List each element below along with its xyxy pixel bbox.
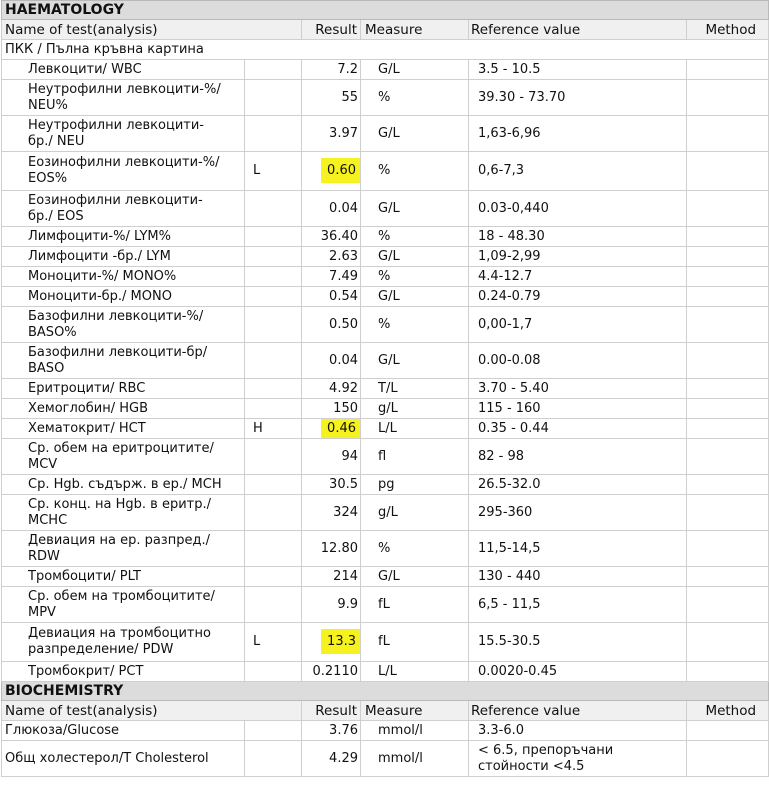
reference-line1: 3.3-6.0 [478, 722, 525, 738]
column-header-result: Result [302, 701, 361, 721]
test-name [2, 475, 245, 495]
column-header-method: Method [687, 20, 769, 40]
abnormal-flag [245, 307, 302, 343]
reference-value [469, 191, 687, 227]
test-name-line1: Девиация на ер. разпред./ [28, 532, 210, 548]
test-name [2, 343, 245, 379]
test-name-line1: Лимфоцити-%/ LYM% [28, 228, 171, 244]
table-row [2, 531, 769, 567]
abnormal-flag [245, 227, 302, 247]
reference-line1: 0.0020-0.45 [478, 663, 558, 679]
result-value [302, 587, 361, 623]
test-name-line1: Лимфоцити -бр./ LYM [28, 248, 171, 264]
unit-of-measure: G/L [361, 60, 469, 80]
unit-of-measure: G/L [361, 287, 469, 307]
reference-line1: < 6.5, препоръчани [478, 742, 614, 758]
unit-of-measure: mmol/l [361, 721, 469, 741]
test-name-line2: RDW [28, 548, 60, 564]
abnormal-flag [245, 567, 302, 587]
result-value [302, 419, 361, 439]
column-header-name: Name of test(analysis) [2, 701, 302, 721]
table-row [2, 116, 769, 152]
lab-results-body [2, 1, 769, 777]
column-header-reference: Reference value [469, 701, 687, 721]
reference-line1: 115 - 160 [478, 400, 541, 416]
abnormal-flag: H [245, 419, 302, 439]
result-text: 12.80 [320, 540, 358, 556]
abnormal-flag [245, 267, 302, 287]
test-name-line1: Хемоглобин/ HGB [28, 400, 149, 416]
reference-value [469, 721, 687, 741]
method-value [687, 152, 769, 191]
result-text: 0.04 [329, 352, 358, 368]
test-name [2, 419, 245, 439]
test-name-line2: MCHC [28, 512, 68, 528]
result-value [302, 495, 361, 531]
result-text: 0.54 [329, 288, 358, 304]
test-name [2, 227, 245, 247]
unit-of-measure: mmol/l [361, 741, 469, 777]
test-name-line2: бр./ EOS [28, 208, 84, 224]
test-name-line2: NEU% [28, 97, 68, 113]
table-row [2, 267, 769, 287]
method-value [687, 623, 769, 662]
reference-line2: стойности <4.5 [478, 758, 585, 774]
unit-of-measure: fL [361, 623, 469, 662]
test-name [2, 116, 245, 152]
reference-value [469, 531, 687, 567]
result-value [302, 287, 361, 307]
test-name [2, 399, 245, 419]
method-value [687, 475, 769, 495]
result-text: 2.63 [329, 248, 358, 264]
column-header-reference: Reference value [469, 20, 687, 40]
reference-line1: 3.70 - 5.40 [478, 380, 549, 396]
result-text: 30.5 [329, 476, 358, 492]
reference-line1: 0.03-0,440 [478, 200, 549, 216]
method-value [687, 721, 769, 741]
abnormal-flag [245, 116, 302, 152]
result-text: 55 [341, 89, 358, 105]
table-row [2, 247, 769, 267]
abnormal-flag: L [245, 623, 302, 662]
method-value [687, 307, 769, 343]
result-text: 7.49 [329, 268, 358, 284]
table-row [2, 287, 769, 307]
reference-line1: 0,00-1,7 [478, 316, 533, 332]
result-value [302, 721, 361, 741]
reference-value [469, 567, 687, 587]
reference-value [469, 60, 687, 80]
unit-of-measure: G/L [361, 567, 469, 587]
abnormal-flag [245, 60, 302, 80]
result-value [302, 567, 361, 587]
column-header-row [2, 20, 769, 40]
result-value [302, 307, 361, 343]
unit-of-measure: fl [361, 439, 469, 475]
method-value [687, 379, 769, 399]
result-value [302, 379, 361, 399]
method-value [687, 116, 769, 152]
test-name [2, 287, 245, 307]
table-row [2, 191, 769, 227]
table-row [2, 379, 769, 399]
test-name-line1: Ср. обем на еритроцитите/ [28, 440, 214, 456]
test-name-line2: MCV [28, 456, 58, 472]
test-name [2, 191, 245, 227]
test-name-line2: EOS% [28, 171, 68, 186]
unit-of-measure: fL [361, 587, 469, 623]
column-header-row [2, 701, 769, 721]
column-header-method: Method [687, 701, 769, 721]
abnormal-flag [245, 587, 302, 623]
method-value [687, 567, 769, 587]
abnormal-flag [245, 191, 302, 227]
reference-value [469, 379, 687, 399]
test-name-line1: Общ холестерол/T Cholesterol [5, 750, 209, 766]
test-name-line1: Хематокрит/ HCT [28, 420, 146, 436]
panel-name: ПКК / Пълна кръвна картина [2, 40, 769, 60]
method-value [687, 191, 769, 227]
test-name-line2: BASO [28, 360, 65, 376]
result-value [302, 662, 361, 682]
test-name-line2: разпределение/ PDW [28, 642, 174, 657]
method-value [687, 60, 769, 80]
reference-line1: 0,6-7,3 [478, 163, 525, 178]
abnormal-flag [245, 475, 302, 495]
unit-of-measure: g/L [361, 399, 469, 419]
reference-value [469, 419, 687, 439]
result-text: 150 [333, 400, 358, 416]
biochemistry-section-header [2, 682, 769, 701]
table-row [2, 307, 769, 343]
result-text: 324 [333, 504, 358, 520]
result-value [302, 741, 361, 777]
result-value [302, 623, 361, 662]
haematology-section-header-title: HAEMATOLOGY [2, 1, 769, 20]
test-name-line1: Неутрофилни левкоцити- [28, 117, 204, 133]
method-value [687, 531, 769, 567]
table-row [2, 227, 769, 247]
test-name [2, 623, 245, 662]
test-name-line1: Базофилни левкоцити-%/ [28, 308, 204, 324]
test-name-line1: Глюкоза/Glucose [5, 722, 120, 738]
result-text: 7.2 [337, 61, 358, 77]
result-value [302, 267, 361, 287]
table-row [2, 721, 769, 741]
test-name-line1: Тромбоцити/ PLT [28, 568, 141, 584]
reference-line1: 1,63-6,96 [478, 125, 541, 141]
method-value [687, 247, 769, 267]
result-value [302, 152, 361, 191]
result-value [302, 191, 361, 227]
result-text: 214 [333, 568, 358, 584]
table-row [2, 80, 769, 116]
method-value [687, 399, 769, 419]
method-value [687, 227, 769, 247]
test-name-line1: Моноцити-бр./ MONO [28, 288, 172, 304]
test-name [2, 152, 245, 191]
abnormal-flag [245, 287, 302, 307]
result-value [302, 475, 361, 495]
unit-of-measure: T/L [361, 379, 469, 399]
result-text: 3.76 [329, 722, 358, 738]
unit-of-measure: pg [361, 475, 469, 495]
reference-line1: 39.30 - 73.70 [478, 89, 566, 105]
reference-value [469, 227, 687, 247]
method-value [687, 267, 769, 287]
table-row [2, 343, 769, 379]
test-name-line1: Тромбокрит/ PCT [28, 663, 144, 679]
table-row [2, 495, 769, 531]
abnormal-flag [245, 741, 302, 777]
reference-line1: 3.5 - 10.5 [478, 61, 541, 77]
result-value [302, 116, 361, 152]
reference-line1: 1,09-2,99 [478, 248, 541, 264]
method-value [687, 662, 769, 682]
test-name-line1: Неутрофилни левкоцити-%/ [28, 81, 221, 97]
table-row [2, 567, 769, 587]
unit-of-measure: G/L [361, 116, 469, 152]
test-name [2, 60, 245, 80]
abnormal-flag: L [245, 152, 302, 191]
result-text: 0.04 [329, 200, 358, 216]
unit-of-measure: g/L [361, 495, 469, 531]
test-name [2, 267, 245, 287]
table-row [2, 419, 769, 439]
reference-line1: 0.24-0.79 [478, 288, 541, 304]
result-value [302, 439, 361, 475]
biochemistry-section-header-title: BIOCHEMISTRY [2, 682, 769, 701]
test-name-line1: Еритроцити/ RBC [28, 380, 146, 396]
reference-line1: 26.5-32.0 [478, 476, 541, 492]
result-text: 3.97 [329, 125, 358, 141]
result-value [302, 531, 361, 567]
reference-value [469, 116, 687, 152]
unit-of-measure: G/L [361, 191, 469, 227]
reference-line1: 4.4-12.7 [478, 268, 533, 284]
test-name [2, 662, 245, 682]
column-header-result: Result [302, 20, 361, 40]
reference-value [469, 267, 687, 287]
test-name-line1: Ср. конц. на Hgb. в еритр./ [28, 496, 211, 512]
reference-line1: 11,5-14,5 [478, 540, 541, 556]
result-highlight-marker: 0.46 [321, 419, 360, 439]
reference-value [469, 152, 687, 191]
abnormal-flag [245, 721, 302, 741]
result-value [302, 60, 361, 80]
haematology-section-header [2, 1, 769, 20]
reference-line1: 82 - 98 [478, 448, 525, 464]
unit-of-measure: % [361, 227, 469, 247]
result-value [302, 247, 361, 267]
test-name [2, 567, 245, 587]
test-name-line1: Еозинофилни левкоцити- [28, 192, 203, 208]
unit-of-measure: L/L [361, 419, 469, 439]
table-row [2, 439, 769, 475]
reference-value [469, 399, 687, 419]
test-name-line1: Левкоцити/ WBC [28, 61, 142, 77]
unit-of-measure: % [361, 152, 469, 191]
method-value [687, 741, 769, 777]
column-header-measure: Measure [361, 20, 469, 40]
abnormal-flag [245, 662, 302, 682]
test-name-line2: бр./ NEU [28, 133, 85, 149]
reference-value [469, 495, 687, 531]
reference-line1: 18 - 48.30 [478, 228, 545, 244]
abnormal-flag [245, 247, 302, 267]
reference-value [469, 475, 687, 495]
result-value [302, 80, 361, 116]
reference-value [469, 662, 687, 682]
table-row [2, 475, 769, 495]
test-name [2, 531, 245, 567]
panel-row [2, 40, 769, 60]
result-highlight-marker: 0.60 [321, 158, 360, 183]
reference-line1: 0.00-0.08 [478, 352, 541, 368]
abnormal-flag [245, 495, 302, 531]
unit-of-measure: % [361, 531, 469, 567]
method-value [687, 419, 769, 439]
test-name [2, 379, 245, 399]
test-name [2, 439, 245, 475]
method-value [687, 587, 769, 623]
table-row [2, 60, 769, 80]
result-text: 36.40 [320, 228, 358, 244]
method-value [687, 495, 769, 531]
test-name [2, 247, 245, 267]
test-name [2, 307, 245, 343]
method-value [687, 439, 769, 475]
result-text: 0.50 [329, 316, 358, 332]
method-value [687, 343, 769, 379]
unit-of-measure: G/L [361, 343, 469, 379]
abnormal-flag [245, 531, 302, 567]
reference-line1: 130 - 440 [478, 568, 541, 584]
test-name-line1: Базофилни левкоцити-бр/ [28, 344, 208, 360]
abnormal-flag [245, 399, 302, 419]
unit-of-measure: G/L [361, 247, 469, 267]
result-text: 0.2110 [312, 663, 358, 679]
test-name-line2: MPV [28, 604, 56, 620]
reference-value [469, 287, 687, 307]
column-header-measure: Measure [361, 701, 469, 721]
table-row [2, 152, 769, 191]
reference-value [469, 741, 687, 777]
column-header-name: Name of test(analysis) [2, 20, 302, 40]
unit-of-measure: % [361, 267, 469, 287]
test-name-line1: Девиация на тромбоцитно [28, 626, 211, 641]
reference-value [469, 587, 687, 623]
result-text: 4.92 [329, 380, 358, 396]
reference-value [469, 307, 687, 343]
reference-value [469, 343, 687, 379]
table-row [2, 587, 769, 623]
reference-value [469, 439, 687, 475]
result-value [302, 227, 361, 247]
test-name-line1: Ср. Hgb. съдърж. в ер./ MCH [28, 476, 222, 492]
test-name-line1: Моноцити-%/ MONO% [28, 268, 177, 284]
result-value [302, 343, 361, 379]
abnormal-flag [245, 80, 302, 116]
test-name [2, 495, 245, 531]
table-row [2, 623, 769, 662]
result-value [302, 399, 361, 419]
unit-of-measure: % [361, 80, 469, 116]
reference-line1: 15.5-30.5 [478, 634, 541, 649]
table-row [2, 741, 769, 777]
test-name [2, 80, 245, 116]
abnormal-flag [245, 379, 302, 399]
test-name [2, 587, 245, 623]
test-name [2, 721, 245, 741]
test-name-line1: Ср. обем на тромбоцитите/ [28, 588, 215, 604]
abnormal-flag [245, 439, 302, 475]
result-text: 9.9 [337, 596, 358, 612]
result-text: 4.29 [329, 750, 358, 766]
method-value [687, 287, 769, 307]
test-name [2, 741, 245, 777]
reference-line1: 6,5 - 11,5 [478, 596, 541, 612]
result-text: 94 [341, 448, 358, 464]
result-highlight-marker: 13.3 [321, 629, 360, 654]
table-row [2, 662, 769, 682]
method-value [687, 80, 769, 116]
unit-of-measure: % [361, 307, 469, 343]
table-row [2, 399, 769, 419]
test-name-line1: Еозинофилни левкоцити-%/ [28, 155, 220, 170]
unit-of-measure: L/L [361, 662, 469, 682]
reference-value [469, 247, 687, 267]
abnormal-flag [245, 343, 302, 379]
lab-results-table [1, 0, 769, 777]
reference-value [469, 623, 687, 662]
reference-line1: 295-360 [478, 504, 533, 520]
reference-value [469, 80, 687, 116]
reference-line1: 0.35 - 0.44 [478, 420, 549, 436]
test-name-line2: BASO% [28, 324, 77, 340]
